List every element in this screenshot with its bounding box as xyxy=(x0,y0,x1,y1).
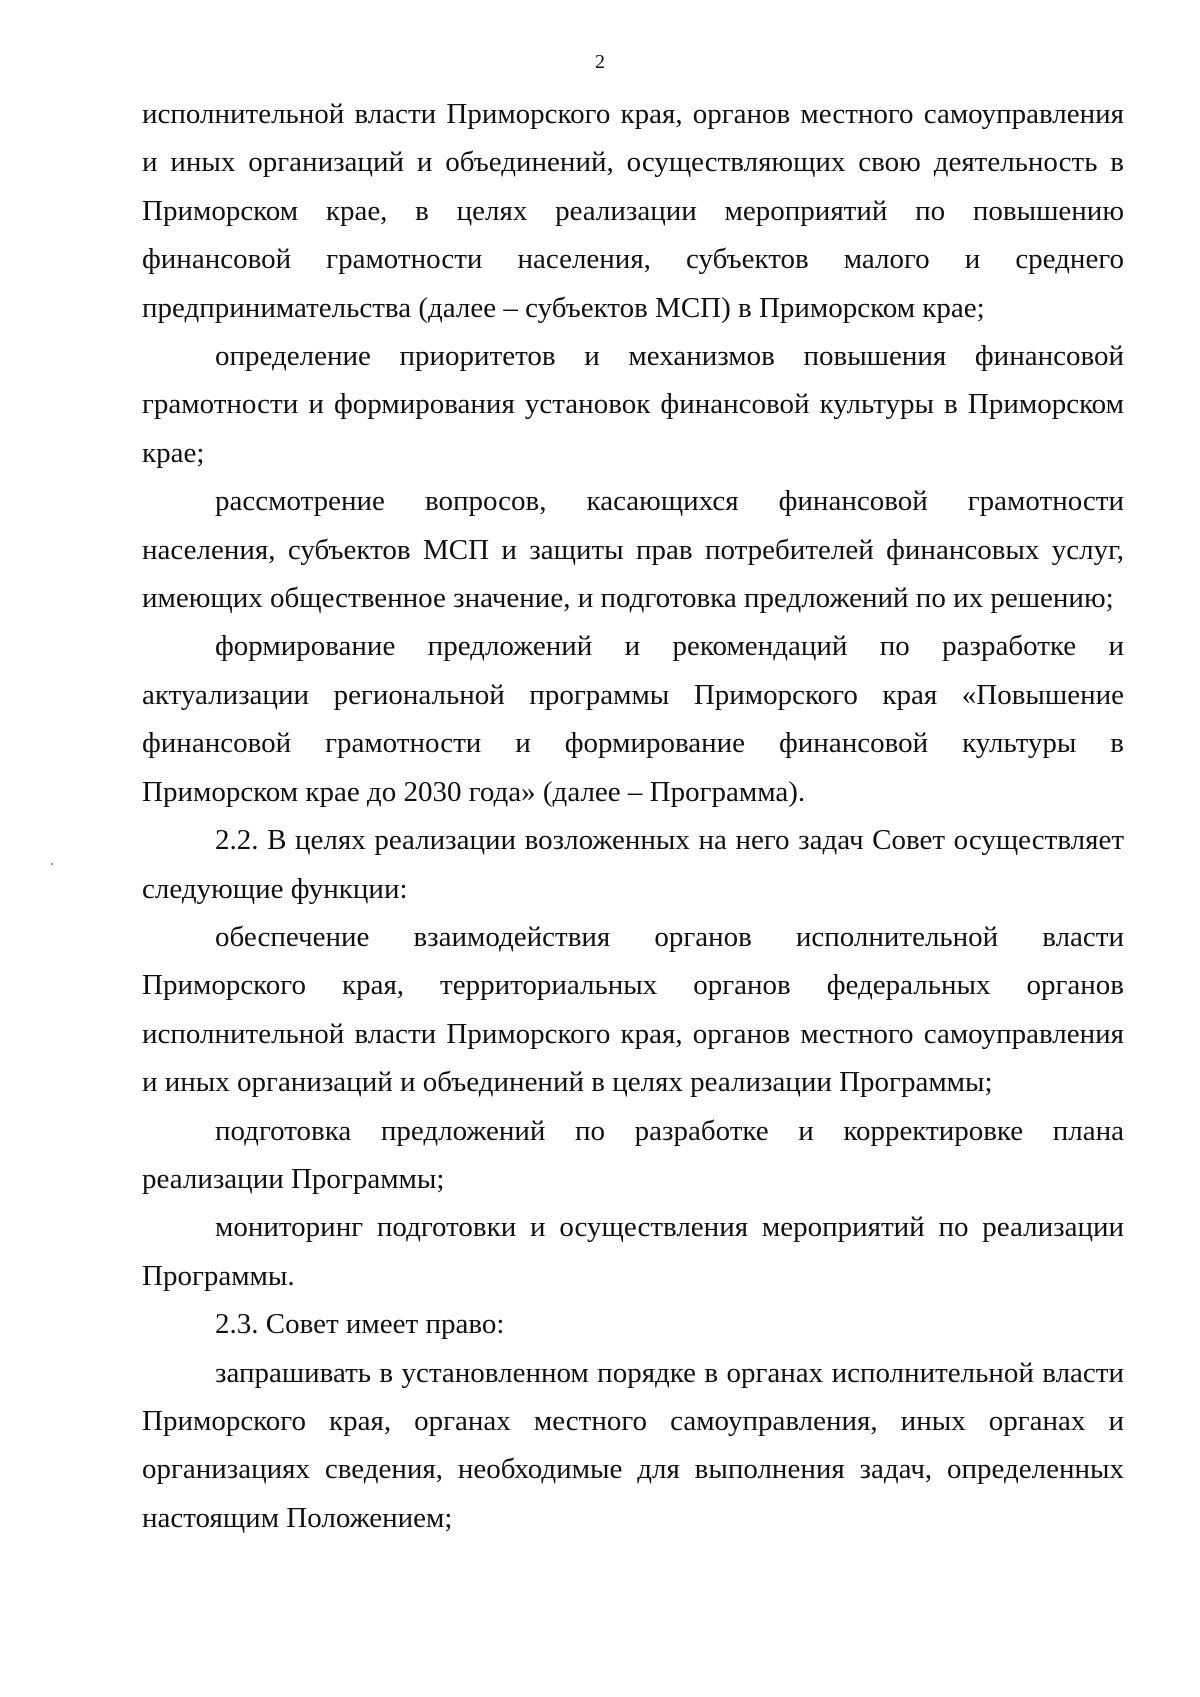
paragraph-consideration: рассмотрение вопросов, касающихся финансовой грамотности населения, субъектов МСП и защиты прав потребителей финансовых услуг, имеющих общественное значение, и подготовка предложений по их решению; xyxy=(142,485,1124,615)
paragraph-interaction: обеспечение взаимодействия органов исполнительной власти Приморского края, территориальных органов федеральных органов исполнительной власти Приморского края, органов местного самоуправления и иных организаций и объединений в целях реализации Программы; xyxy=(142,920,1124,1099)
paragraph-continuation: исполнительной власти Приморского края, органов местного самоуправления и иных организаций и объединений, осуществляющих свою деятельность в Приморском крае, в целях реализации мероприятий по повышению финансовой грамотности населения, субъектов малого и среднего предпринимательства (далее – субъектов МСП) в Приморском крае; xyxy=(142,98,1124,324)
scan-artifact-dot xyxy=(51,863,53,865)
paragraph-section-2-2: 2.2. В целях реализации возложенных на него задач Совет осуществляет следующие функции: xyxy=(142,824,1124,905)
page-number: 2 xyxy=(595,51,605,73)
document-body xyxy=(142,90,1124,1542)
paragraph-monitoring: мониторинг подготовки и осуществления мероприятий по реализации Программы. xyxy=(142,1211,1124,1292)
paragraph-section-2-3: 2.3. Совет имеет право: xyxy=(215,1308,505,1341)
paragraph-request-info: запрашивать в установленном порядке в органах исполнительной власти Приморского края, органах местного самоуправления, иных органах и организациях сведения, необходимые для выполнения задач, определенных настоящим Положением; xyxy=(142,1356,1124,1534)
paragraph-priorities: определение приоритетов и механизмов повышения финансовой грамотности и формирования установок финансовой культуры в Приморском крае; xyxy=(142,340,1124,469)
paragraph-program-proposals: формирование предложений и рекомендаций по разработке и актуализации региональной программы Приморского края «Повышение финансовой грамотности и формирование финансовой культуры в Приморском крае до 2030 года» (далее – Программа). xyxy=(142,630,1124,808)
paragraph-plan-proposals: подготовка предложений по разработке и корректировке плана реализации Программы; xyxy=(142,1114,1124,1195)
